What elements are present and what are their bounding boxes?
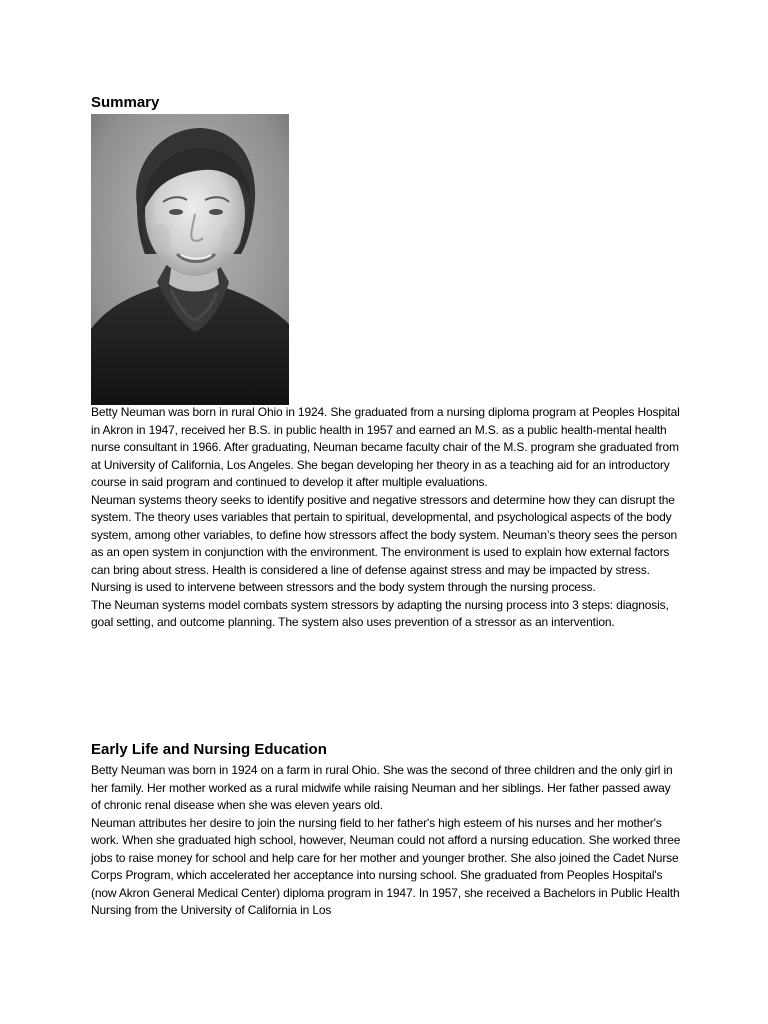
early-life-paragraph: Neuman attributes her desire to join the nursing field to her father's high esteem of his nurses and her mother's work. When she graduated high school, however, Neuman could not afford a nursing education. She worked three jobs to raise money for school and help care for her mother and younger brother. She also joined the Cadet Nurse Corps Program, which accelerated her acceptance into nursing school. She graduated from Peoples Hospital's (now Akron General Medical Center) diploma program in 1947. In 1957, she received a Bachelors in Public Health Nursing from the University of California in Los: [91, 815, 681, 917]
early-life-paragraph: Betty Neuman was born in 1924 on a farm in rural Ohio. She was the second of three children and the only girl in her family. Her mother worked as a rural midwife while raising Neuman and her siblings. Her father passed away of chronic renal disease when she was eleven years old.: [91, 763, 673, 812]
early-life-heading: Early Life and Nursing Education: [91, 741, 327, 758]
summary-paragraph: Betty Neuman was born in rural Ohio in 1924. She graduated from a nursing diploma program at Peoples Hospital in Akron in 1947, received her B.S. in public health in 1957 and earned an M.S. as a public health-mental health nurse consultant in 1966. After graduating, Neuman became faculty chair of the M.S. program she graduated from at University of California, Los Angeles. She began developing her theory in as a teaching aid for an introductory course in said program and continued to develop it after multiple evaluations.: [91, 405, 680, 489]
portrait-photo: [91, 114, 289, 405]
summary-heading: Summary: [91, 94, 160, 111]
summary-body: [91, 404, 681, 632]
summary-paragraph: Neuman systems theory seeks to identify positive and negative stressors and determine how they can disrupt the system. The theory uses variables that pertain to spiritual, developmental, and psychological aspects of the body system, among other variables, to define how stressors affect the body system. Neuman’s theory sees the person as an open system in conjunction with the environment. The environment is used to explain how external factors can bring about stress. Health is considered a line of defense against stress and may be impacted by stress. Nursing is used to intervene between stressors and the body system through the nursing process.: [91, 492, 678, 594]
summary-paragraph: The Neuman systems model combats system stressors by adapting the nursing process into 3 steps: diagnosis, goal setting, and outcome planning. The system also uses prevention of a stressor as an intervention.: [91, 597, 669, 629]
early-life-body: [91, 762, 681, 920]
